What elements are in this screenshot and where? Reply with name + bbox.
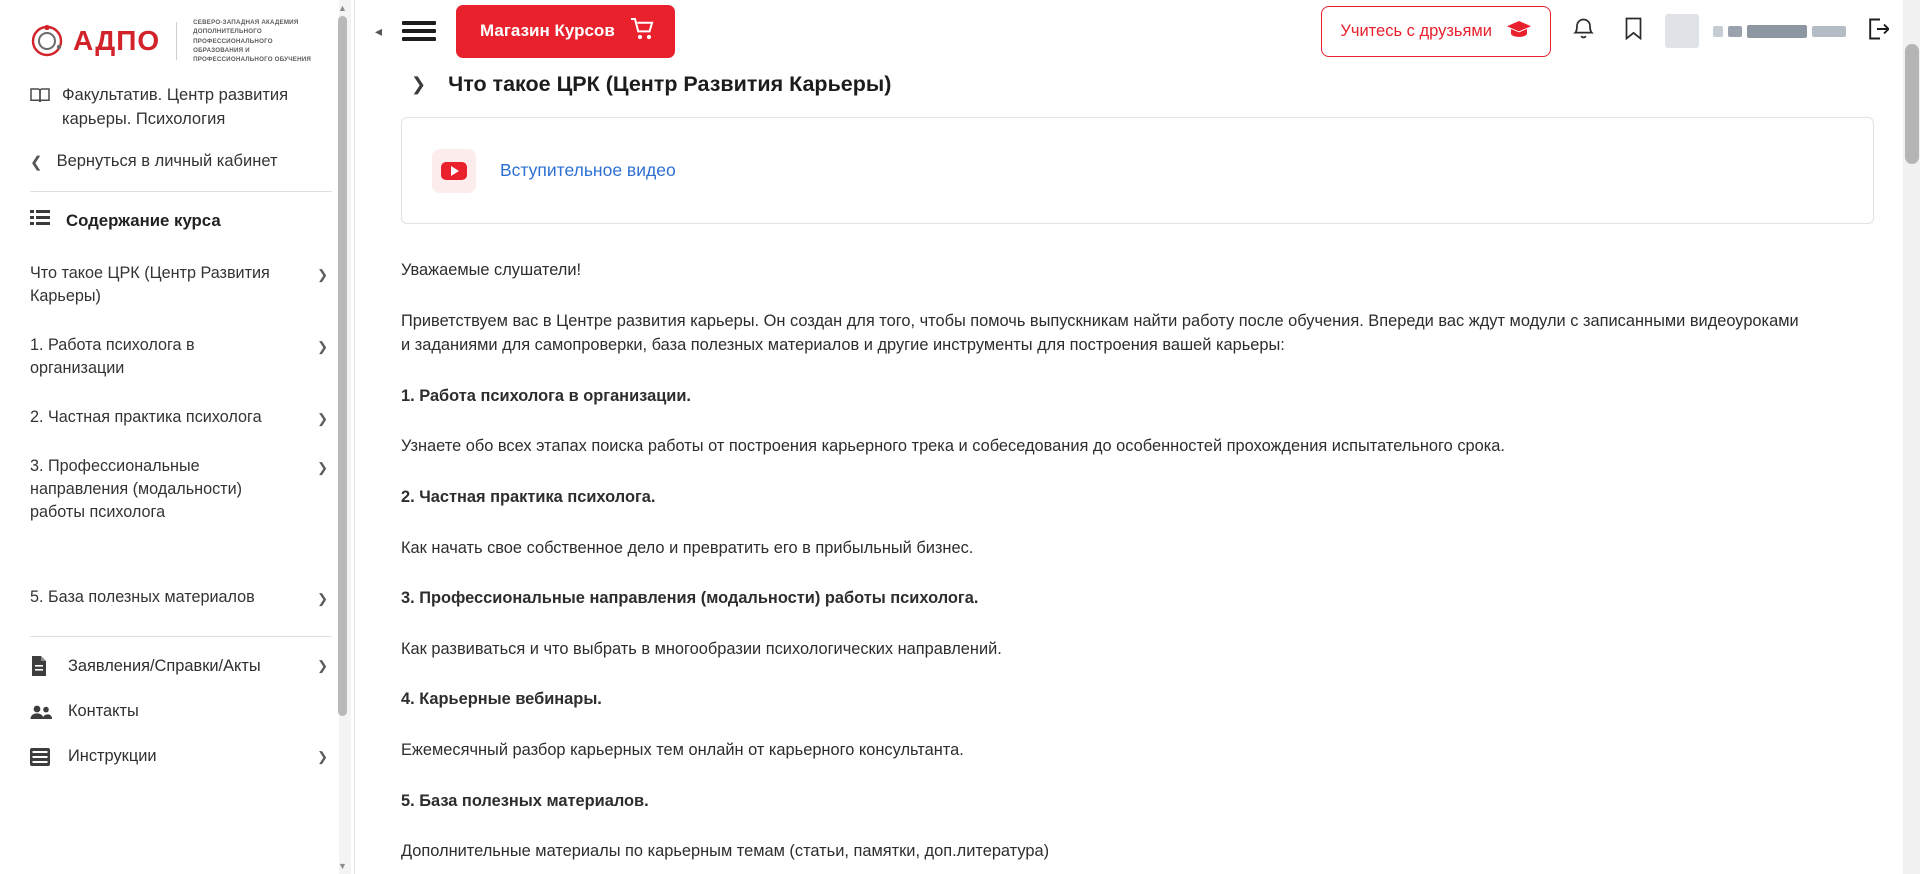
learn-with-friends-button[interactable] xyxy=(1321,6,1551,57)
hamburger-menu-icon[interactable] xyxy=(402,18,436,44)
avatar[interactable] xyxy=(1665,14,1699,48)
page-scrollbar-thumb[interactable] xyxy=(1905,44,1919,164)
chevron-down-icon[interactable]: ❯ xyxy=(411,74,427,94)
brand-subtitle: СЕВЕРО-ЗАПАДНАЯ АКАДЕМИЯ ДОПОЛНИТЕЛЬНОГО ПРОФЕССИОНАЛЬНОГО ОБРАЗОВАНИЯ И ПРОФЕССИОНАЛЬНОГО ОБУЧЕНИЯ xyxy=(193,19,312,64)
toc-item-label: 5. База полезных материалов xyxy=(30,588,255,607)
brand-header[interactable] xyxy=(0,0,354,78)
scroll-up-arrow-icon[interactable]: ▲ xyxy=(338,3,347,13)
top-bar xyxy=(355,0,1920,62)
chevron-down-icon[interactable]: ❯ xyxy=(317,748,328,764)
section-title: Что такое ЦРК (Центр Развития Карьеры) xyxy=(448,72,892,96)
brand-divider xyxy=(176,22,177,60)
toc-item-module-3[interactable] xyxy=(0,442,354,537)
toc-header-label: Содержание курса xyxy=(66,210,221,230)
toc-item-label: Что такое ЦРК (Центр Развития Карьеры) xyxy=(30,264,270,306)
sidebar-collapse-icon[interactable]: ◂ xyxy=(375,22,383,39)
chevron-down-icon[interactable]: ❯ xyxy=(317,267,328,283)
toc-item-label: 1. Работа психолога в организации xyxy=(30,336,195,378)
graduation-cap-icon xyxy=(1506,19,1532,44)
video-card[interactable] xyxy=(401,117,1874,224)
sidebar-item-contacts[interactable] xyxy=(0,689,354,734)
paragraph: Ежемесячный разбор карьерных тем онлайн от карьерного консультанта. xyxy=(401,741,964,760)
paragraph: Приветствуем вас в Центре развития карьеры. Он создан для того, чтобы помочь выпускникам найти работу после обучения. Впереди вас ждут модули с записанными видеоуроками и заданиями для самопроверки, база полезных материалов и другие инструменты для построения вашей карьеры: xyxy=(401,311,1799,355)
chevron-down-icon[interactable]: ❯ xyxy=(317,339,328,355)
paragraph: Дополнительные материалы по карьерным темам (статьи, памятки, доп.литература) xyxy=(401,842,1050,861)
sidebar-scrollbar-thumb[interactable] xyxy=(338,16,347,716)
sidebar-item-documents[interactable] xyxy=(0,643,354,689)
scroll-down-arrow-icon[interactable]: ▼ xyxy=(338,861,347,871)
notifications-button[interactable] xyxy=(1565,13,1601,49)
page-scrollbar-track[interactable] xyxy=(1903,0,1920,874)
intro-video-link[interactable]: Вступительное видео xyxy=(500,160,676,180)
chevron-left-icon: ❮ xyxy=(30,153,43,171)
logo[interactable] xyxy=(30,24,160,58)
paragraph: Как начать свое собственное дело и превратить его в прибыльный бизнес. xyxy=(401,538,974,557)
sidebar xyxy=(0,0,355,874)
learn-with-friends-label: Учитесь с друзьями xyxy=(1340,21,1492,40)
toc-item-module-2[interactable] xyxy=(0,393,354,442)
contacts-icon xyxy=(30,704,52,720)
paragraph-heading: 2. Частная практика психолога. xyxy=(401,488,656,507)
user-name-blurred[interactable] xyxy=(1713,14,1846,48)
list-icon xyxy=(30,210,50,231)
toc-item-label: 3. Профессиональные направления (модальности) работы психолога xyxy=(30,457,243,522)
paragraph: Как развиваться и что выбрать в многообразии психологических направлений. xyxy=(401,639,1002,658)
course-content xyxy=(355,62,1920,874)
bell-icon xyxy=(1573,17,1594,45)
book-icon xyxy=(30,86,50,132)
adpo-logo-icon xyxy=(30,24,64,58)
shop-courses-button[interactable] xyxy=(456,5,675,58)
toc-list xyxy=(0,249,354,622)
back-link-label: Вернуться в личный кабинет xyxy=(56,152,278,171)
toc-spacer xyxy=(0,537,354,573)
instructions-icon xyxy=(30,748,52,766)
paragraph-heading: 3. Профессиональные направления (модальности) работы психолога. xyxy=(401,589,979,608)
sidebar-item-label: Заявления/Справки/Акты xyxy=(68,656,261,675)
sidebar-divider-2 xyxy=(30,636,332,637)
logo-text: АДПО xyxy=(73,25,161,57)
sidebar-item-label: Контакты xyxy=(68,702,139,721)
logout-button[interactable] xyxy=(1860,13,1896,49)
paragraph-heading: 1. Работа психолога в организации. xyxy=(401,386,691,405)
main-area xyxy=(355,0,1920,874)
youtube-icon xyxy=(432,149,476,193)
section-header[interactable] xyxy=(401,62,1874,113)
sidebar-item-label: Инструкции xyxy=(68,747,157,766)
shop-courses-label: Магазин Курсов xyxy=(480,21,615,40)
logout-icon xyxy=(1867,18,1889,45)
chevron-down-icon[interactable]: ❯ xyxy=(317,460,328,476)
paragraph-heading: 5. База полезных материалов. xyxy=(401,791,649,810)
course-title-row xyxy=(0,78,354,142)
sidebar-item-instructions[interactable] xyxy=(0,734,354,779)
paragraph: Уважаемые слушатели! xyxy=(401,261,582,279)
back-to-dashboard-link[interactable] xyxy=(0,142,354,183)
chevron-down-icon[interactable]: ❯ xyxy=(317,411,328,427)
paragraph-heading: 4. Карьерные вебинары. xyxy=(401,690,602,709)
course-title-text: Факультатив. Центр развития карьеры. Психология xyxy=(62,86,289,129)
toc-item-label: 2. Частная практика психолога xyxy=(30,408,262,427)
article-body xyxy=(401,224,1874,864)
paragraph: Узнаете обо всех этапах поиска работы от построения карьерного трека и собеседования до особенностей прохождения испытательного срока. xyxy=(401,437,1505,456)
bookmarks-button[interactable] xyxy=(1615,13,1651,49)
sidebar-scrollbar-track[interactable] xyxy=(339,0,351,874)
bookmark-icon xyxy=(1625,17,1642,45)
document-icon xyxy=(30,656,52,676)
chevron-down-icon[interactable]: ❯ xyxy=(317,591,328,607)
toc-item-module-5[interactable] xyxy=(0,573,354,622)
toc-header[interactable] xyxy=(0,192,354,249)
toc-item-module-1[interactable] xyxy=(0,321,354,393)
chevron-down-icon[interactable]: ❯ xyxy=(317,658,328,674)
shopping-cart-icon xyxy=(631,18,655,45)
toc-item-crk[interactable] xyxy=(0,249,354,321)
